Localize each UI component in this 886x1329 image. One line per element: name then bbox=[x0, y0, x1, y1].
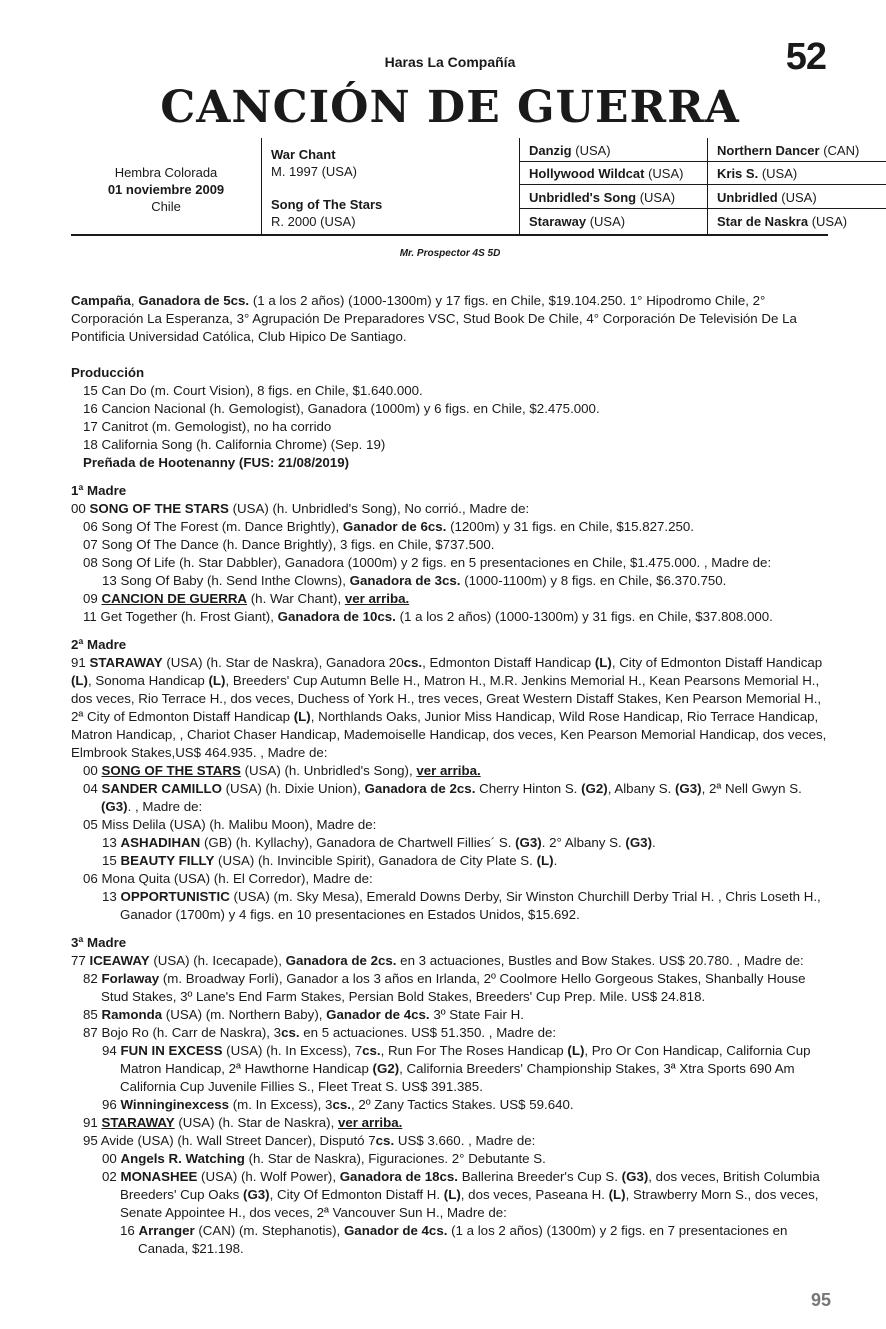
third-dam-title: 3ª Madre bbox=[71, 935, 127, 950]
production-item: 15 Can Do (m. Court Vision), 8 figs. en Chile, $1.640.000. bbox=[83, 383, 423, 398]
great-grandparent-2: Kris S. (USA) bbox=[708, 162, 886, 185]
offspring-line: 13 Song Of Baby (h. Send Inthe Clowns), Ganadora de 3cs. (1000-1100m) y 8 figs. en Chile, $6.370.750. bbox=[102, 573, 727, 588]
production-item: 16 Cancion Nacional (h. Gemologist), Ganadora (1000m) y 6 figs. en Chile, $2.475.000. bbox=[83, 401, 600, 416]
offspring-line: 00 SONG OF THE STARS (USA) (h. Unbridled's Song), ver arriba. bbox=[83, 763, 481, 778]
campaign-paragraph: Campaña, Ganadora de 5cs. (1 a los 2 años) (1000-1300m) y 17 figs. en Chile, $19.104.250. 1° Hipodromo Chile, 2° Corporación La Esperanza, 3° Agrupación De Preparadores VSC, Stud Book De Chile, 4° Corporación De Televisión De La Pontificia Universidad Católica, Club Hipico De Santiago. bbox=[71, 293, 797, 344]
dam bbox=[271, 196, 382, 230]
birth-date: 01 noviembre 2009 bbox=[107, 182, 225, 197]
great-grandparent-3: Unbridled (USA) bbox=[708, 186, 886, 209]
country: Chile bbox=[151, 199, 181, 214]
offspring-line: 13 OPPORTUNISTIC (USA) (m. Sky Mesa), Emerald Downs Derby, Sir Winston Churchill Derby Trial H. , Chris Loseth H., Ganador (1700m) y 4 figs. en 10 presentaciones en Estados Unidos, $15.692. bbox=[102, 889, 821, 922]
great-grandparents-column bbox=[707, 138, 886, 234]
grandparent-2: Hollywood Wildcat (USA) bbox=[520, 162, 708, 185]
offspring-line: 87 Bojo Ro (h. Carr de Naskra), 3cs. en 5 actuaciones. US$ 51.350. , Madre de: bbox=[83, 1025, 557, 1040]
sex-color: Hembra Colorada bbox=[114, 165, 218, 180]
lot-number: 52 bbox=[785, 36, 826, 78]
production-item: 17 Canitrot (m. Gemologist), no ha corrido bbox=[83, 419, 332, 434]
production-item: 18 California Song (h. California Chrome) (Sep. 19) bbox=[83, 437, 386, 452]
sire-info: M. 1997 (USA) bbox=[271, 164, 357, 179]
offspring-line: 82 Forlaway (m. Broadway Forli), Ganador a los 3 años en Irlanda, 2º Coolmore Hello Gorgeous Stakes, Shanbally House Stud Stakes, 3º Lane's End Farm Stakes, Persian Bold Stakes, Breeders' Cup Prep. Mile. US$ 24.818. bbox=[83, 971, 806, 1004]
third-dam-line: 77 ICEAWAY (USA) (h. Icecapade), Ganadora de 2cs. en 3 actuaciones, Bustles and Bow Stakes. US$ 20.780. , Madre de: bbox=[71, 953, 804, 968]
pregnancy-note: Preñada de Hootenanny (FUS: 21/08/2019) bbox=[83, 455, 350, 470]
second-dam-line: 91 STARAWAY (USA) (h. Star de Naskra), Ganadora 20cs., Edmonton Distaff Handicap (L), City of Edmonton Distaff Handicap (L), Sonoma Handicap (L), Breeders' Cup Autumn Belle H., Matron H., M.R. Jenkins Memorial H., Kean Pearsons Memorial H., dos veces, Rio Terrace H., dos veces, Duchess of York H., tres veces, Great Western Distaff Stakes, Ken Pearson Memorial H., 2ª City of Edmonton Distaff Handicap (L), Northlands Oaks, Junior Miss Handicap, Wild Rose Handicap, Rio Terrace Handicap, Matron Handicap, , Chariot Chaser Handicap, Mademoiselle Handicap, dos veces, Ken Pearson Memorial Handicap, dos veces, Elmbrook Stakes,US$ 464.935. , Madre de: bbox=[71, 655, 827, 760]
inbreeding-note: Mr. Prospector 4S 5D bbox=[399, 248, 501, 259]
offspring-line: 13 ASHADIHAN (GB) (h. Kyllachy), Ganadora de Chartwell Fillies´ S. (G3). 2° Albany S. (G3). bbox=[102, 835, 656, 850]
grandparent-1: Danzig (USA) bbox=[520, 139, 708, 162]
offspring-line: 85 Ramonda (USA) (m. Northern Baby), Ganador de 4cs. 3º State Fair H. bbox=[83, 1007, 524, 1022]
offspring-line: 11 Get Together (h. Frost Giant), Ganadora de 10cs. (1 a los 2 años) (1000-1300m) y 31 figs. en Chile, $37.808.000. bbox=[83, 609, 773, 624]
offspring-line: 16 Arranger (CAN) (m. Stephanotis), Ganador de 4cs. (1 a los 2 años) (1300m) y 2 figs. en 7 presentaciones en Canada, $21.198. bbox=[120, 1223, 788, 1256]
great-grandparent-4: Star de Naskra (USA) bbox=[717, 214, 848, 229]
sire bbox=[271, 146, 357, 180]
grandparents-column bbox=[519, 138, 708, 234]
first-dam-line: 00 SONG OF THE STARS (USA) (h. Unbridled's Song), No corrió., Madre de: bbox=[71, 501, 530, 516]
offspring-line: 91 STARAWAY (USA) (h. Star de Naskra), ver arriba. bbox=[83, 1115, 403, 1130]
offspring-line: 95 Avide (USA) (h. Wall Street Dancer), Disputó 7cs. US$ 3.660. , Madre de: bbox=[83, 1133, 536, 1148]
offspring-line: 07 Song Of The Dance (h. Dance Brightly), 3 figs. en Chile, $737.500. bbox=[83, 537, 495, 552]
page-number: 95 bbox=[810, 1290, 831, 1310]
catalog-body bbox=[71, 292, 831, 1258]
offspring-line: 94 FUN IN EXCESS (USA) (h. In Excess), 7cs., Run For The Roses Handicap (L), Pro Or Con Handicap, California Cup Matron Handicap, 2ª Hawthorne Handicap (G2), California Breeders' Championship Stakes, 3ª Xtra Sports 690 Am California Cup Juvenile Fillies S., Fleet Treat S. US$ 391.385. bbox=[102, 1043, 811, 1094]
horse-info bbox=[71, 164, 261, 215]
offspring-line: 06 Song Of The Forest (m. Dance Brightly), Ganador de 6cs. (1200m) y 31 figs. en Chile, $15.827.250. bbox=[83, 519, 695, 534]
first-dam-title: 1ª Madre bbox=[71, 483, 127, 498]
offspring-line: 06 Mona Quita (USA) (h. El Corredor), Madre de: bbox=[83, 871, 373, 886]
offspring-line: 08 Song Of Life (h. Star Dabbler), Ganadora (1000m) y 2 figs. en 5 presentaciones en Chile, $1.475.000. , Madre de: bbox=[83, 555, 772, 570]
second-dam-title: 2ª Madre bbox=[71, 637, 127, 652]
pedigree-table bbox=[71, 138, 860, 236]
grandparent-4: Staraway (USA) bbox=[529, 214, 626, 229]
offspring-line: 15 BEAUTY FILLY (USA) (h. Invincible Spirit), Ganadora de City Plate S. (L). bbox=[102, 853, 558, 868]
dam-info: R. 2000 (USA) bbox=[271, 214, 356, 229]
offspring-line: 09 CANCION DE GUERRA (h. War Chant), ver arriba. bbox=[83, 591, 410, 606]
production-title: Producción bbox=[71, 365, 145, 380]
offspring-line: 05 Miss Delila (USA) (h. Malibu Moon), Madre de: bbox=[83, 817, 377, 832]
offspring-line: 02 MONASHEE (USA) (h. Wolf Power), Ganadora de 18cs. Ballerina Breeder's Cup S. (G3), dos veces, British Columbia Breeders' Cup Oaks (G3), City Of Edmonton Distaff H. (L), dos veces, Paseana H. (L), Strawberry Morn S., dos veces, Senate Appointee H., dos veces, 2ª Vancouver Sun H., Madre de: bbox=[102, 1169, 820, 1220]
offspring-line: 00 Angels R. Watching (h. Star de Naskra), Figuraciones. 2° Debutante S. bbox=[102, 1151, 546, 1166]
offspring-line: 96 Winninginexcess (m. In Excess), 3cs., 2º Zany Tactics Stakes. US$ 59.640. bbox=[102, 1097, 574, 1112]
parents-column bbox=[261, 138, 520, 234]
great-grandparent-1: Northern Dancer (CAN) bbox=[708, 139, 886, 162]
dam-name: Song of The Stars bbox=[271, 197, 383, 212]
horse-name: CANCIÓN DE GUERRA bbox=[160, 82, 740, 133]
breeder-name: Haras La Compañía bbox=[384, 54, 516, 70]
grandparent-3: Unbridled's Song (USA) bbox=[520, 186, 708, 209]
offspring-line: 04 SANDER CAMILLO (USA) (h. Dixie Union), Ganadora de 2cs. Cherry Hinton S. (G2), Albany S. (G3), 2ª Nell Gwyn S. (G3). , Madre de: bbox=[83, 781, 802, 814]
sire-name: War Chant bbox=[271, 147, 336, 162]
